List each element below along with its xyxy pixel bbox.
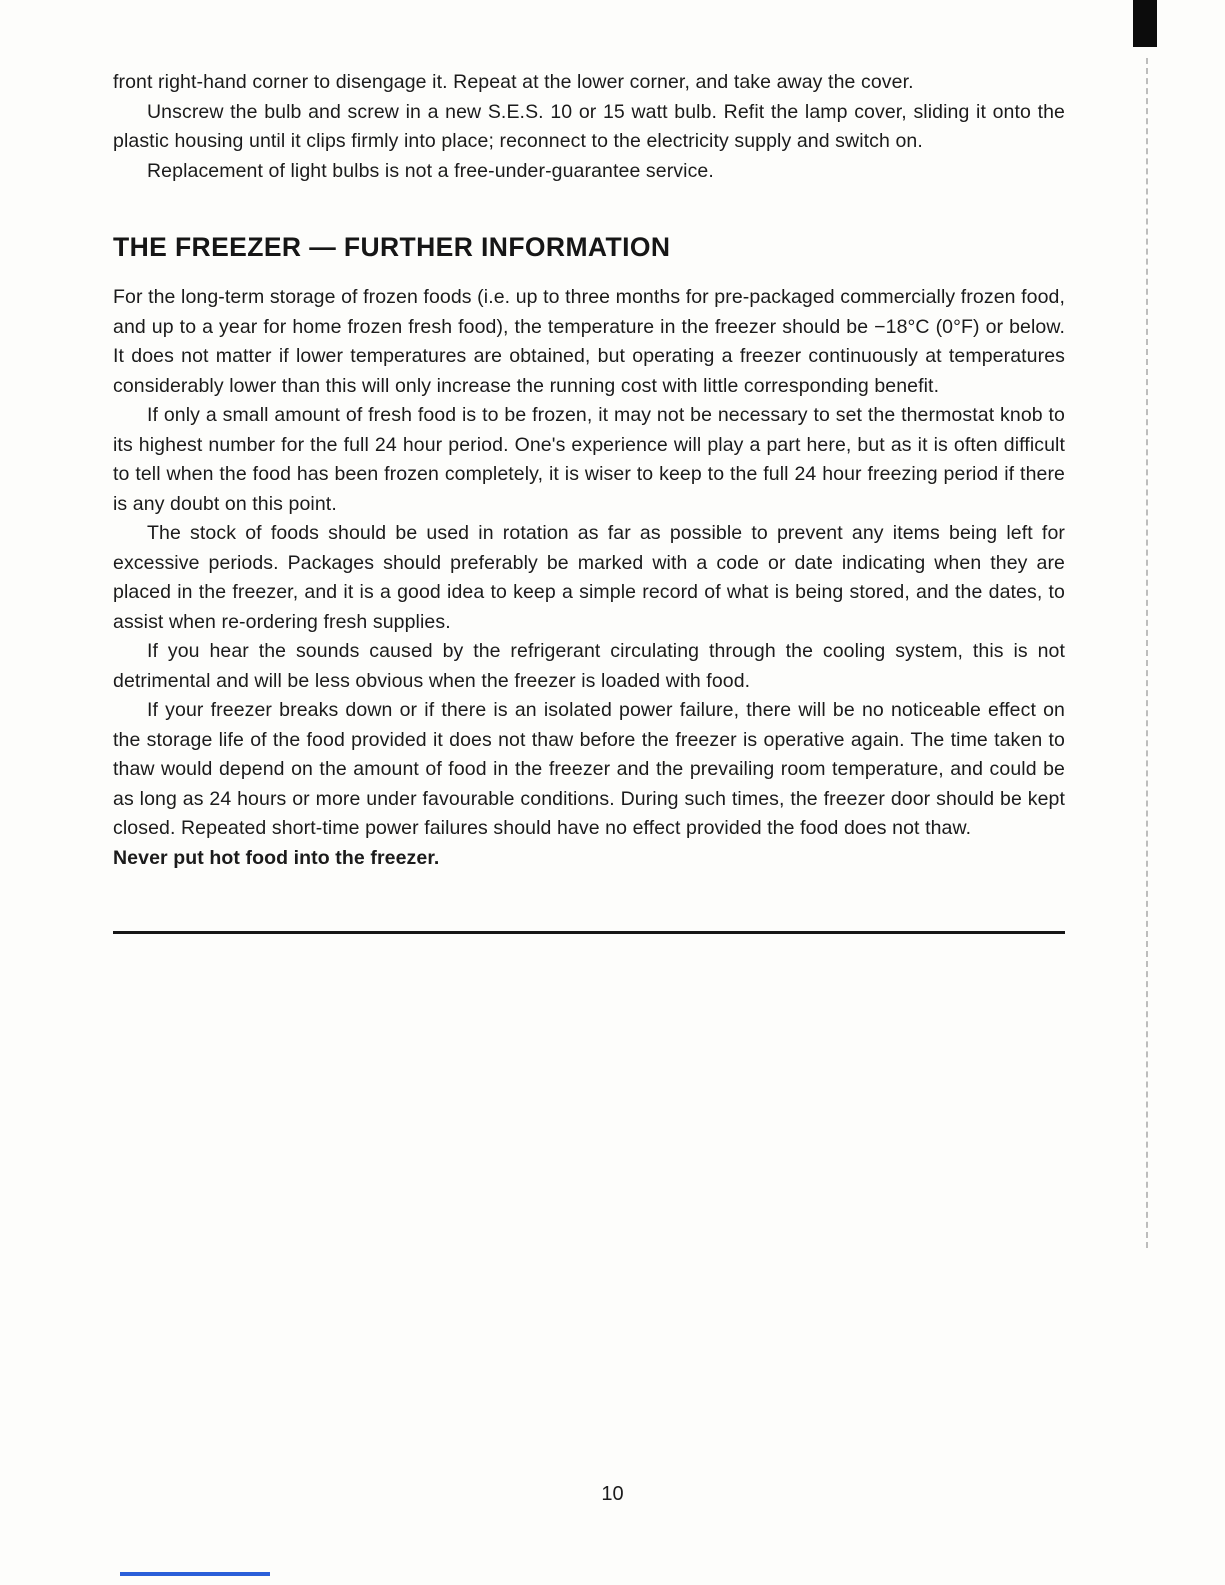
page-number: 10 xyxy=(601,1483,624,1505)
warning-note: Never put hot food into the freezer. xyxy=(113,846,440,869)
paragraph-continuation: front right-hand corner to disengage it. Repeat at the lower corner, and take away the cover. xyxy=(113,71,914,93)
scan-edge-line xyxy=(1146,58,1148,1248)
divider xyxy=(113,931,1065,934)
paragraph-small-amounts: If only a small amount of fresh food is to be frozen, it may not be necessary to set the thermostat knob to its highest number for the full 24 hour period. One's experience will play a part here, but as it is often difficult to tell when the food has been frozen completely, it is wiser to keep to the full 24 hour freezing period if there is any doubt on this point. xyxy=(113,404,1065,515)
page-content xyxy=(113,68,1065,934)
paragraph-refrigerant-sounds: If you hear the sounds caused by the refrigerant circulating through the cooling system, this is not detrimental and will be less obvious when the freezer is loaded with food. xyxy=(113,640,1065,692)
paragraph-bulb-replacement: Unscrew the bulb and screw in a new S.E.S. 10 or 15 watt bulb. Refit the lamp cover, sliding it onto the plastic housing until it clips firmly into place; reconnect to the electricity supply and switch on. xyxy=(113,100,1065,152)
section-heading: THE FREEZER — FURTHER INFORMATION xyxy=(113,232,671,262)
paragraph-storage-temperature: For the long-term storage of frozen foods (i.e. up to three months for pre-packaged commercially frozen food, and up to a year for home frozen fresh food), the temperature in the freezer should be −18°C (0°F) or below. It does not matter if lower temperatures are obtained, but operating a freezer continuously at temperatures considerably lower than this will only increase the running cost with little corresponding benefit. xyxy=(113,286,1065,397)
scan-corner-mark xyxy=(1133,0,1157,47)
paragraph-power-failure: If your freezer breaks down or if there is an isolated power failure, there will be no noticeable effect on the storage life of the food provided it does not thaw before the freezer is operative again. The time taken to thaw would depend on the amount of food in the freezer and the prevailing room temperature, and could be as long as 24 hours or more under favourable conditions. During such times, the freezer door should be kept closed. Repeated short-time power failures should have no effect provided the food does not thaw. xyxy=(113,699,1065,839)
paragraph-stock-rotation: The stock of foods should be used in rotation as far as possible to prevent any items being left for excessive periods. Packages should preferably be marked with a code or date indicating when they are placed in the freezer, and it is a good idea to keep a simple record of what is being stored, and the dates, to assist when re-ordering fresh supplies. xyxy=(113,522,1065,633)
scan-blue-underline xyxy=(120,1572,270,1576)
paragraph-guarantee-note: Replacement of light bulbs is not a free-under-guarantee service. xyxy=(147,159,714,182)
